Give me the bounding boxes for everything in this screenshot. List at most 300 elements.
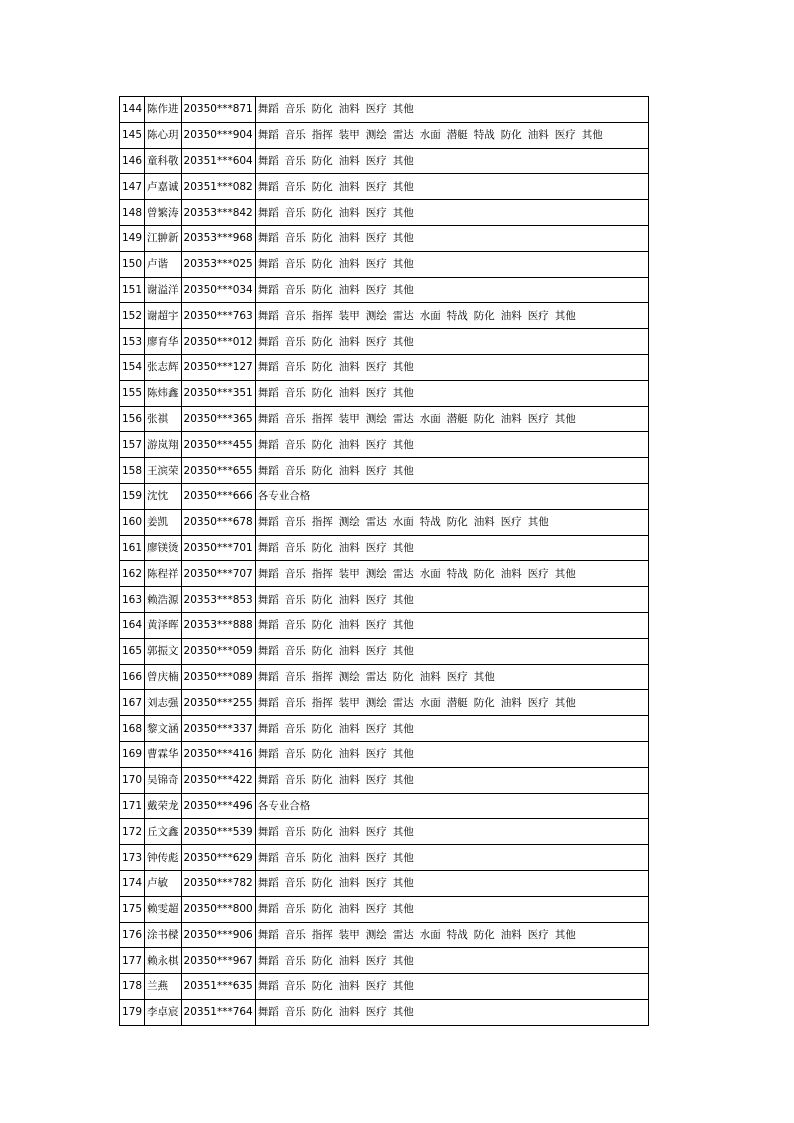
major-label: 雷达: [365, 516, 387, 529]
major-label: 特战: [446, 928, 468, 941]
row-number-cell: 165: [120, 638, 145, 664]
qualified-majors-cell: [255, 974, 648, 1000]
major-label: 油料: [527, 129, 549, 142]
major-label: 医疗: [527, 309, 549, 322]
major-label: 测绘: [338, 516, 360, 529]
row-number-cell: 169: [120, 741, 145, 767]
major-label: 音乐: [284, 361, 306, 374]
major-label: 油料: [338, 206, 360, 219]
major-label: 防化: [311, 851, 333, 864]
major-label: 舞蹈: [257, 309, 279, 322]
name-cell: 张祺: [145, 406, 182, 432]
major-label: 指挥: [311, 670, 333, 683]
major-label: 舞蹈: [257, 335, 279, 348]
name-cell: 赖永棋: [145, 948, 182, 974]
row-number-cell: 152: [120, 303, 145, 329]
table-row: [120, 380, 649, 406]
major-label: 指挥: [311, 696, 333, 709]
major-label: 油料: [338, 593, 360, 606]
qualified-majors-cell: [255, 406, 648, 432]
major-label: 油料: [338, 438, 360, 451]
major-label: 医疗: [365, 619, 387, 632]
qualified-majors-cell: [255, 200, 648, 226]
major-label: 油料: [338, 361, 360, 374]
table-row: [120, 561, 649, 587]
major-label: 音乐: [284, 928, 306, 941]
name-cell: 兰燕: [145, 974, 182, 1000]
major-label: 防化: [446, 516, 468, 529]
name-cell: 卢敏: [145, 870, 182, 896]
major-label: 医疗: [365, 283, 387, 296]
qualified-majors-cell: [255, 509, 648, 535]
major-label: 油料: [338, 180, 360, 193]
major-label: 防化: [473, 412, 495, 425]
id-number-cell: 20350***678: [181, 509, 255, 535]
table-row: [120, 870, 649, 896]
major-label: 舞蹈: [257, 464, 279, 477]
major-label: 测绘: [365, 928, 387, 941]
major-label: 测绘: [365, 696, 387, 709]
row-number-cell: 178: [120, 974, 145, 1000]
major-label: 舞蹈: [257, 593, 279, 606]
id-number-cell: 20351***635: [181, 974, 255, 1000]
table-row: [120, 432, 649, 458]
major-label: 音乐: [284, 980, 306, 993]
id-number-cell: 20350***655: [181, 458, 255, 484]
major-label: 油料: [338, 903, 360, 916]
major-label: 其他: [392, 748, 414, 761]
major-label: 防化: [311, 954, 333, 967]
major-label: 油料: [500, 567, 522, 580]
major-label: 测绘: [365, 412, 387, 425]
name-cell: 曾庆楠: [145, 664, 182, 690]
major-label: 其他: [392, 154, 414, 167]
major-label: 舞蹈: [257, 103, 279, 116]
major-label: 舞蹈: [257, 980, 279, 993]
table-row: [120, 974, 649, 1000]
major-label: 指挥: [311, 928, 333, 941]
major-label: 音乐: [284, 412, 306, 425]
table-row: [120, 174, 649, 200]
row-number-cell: 171: [120, 793, 145, 819]
id-number-cell: 20353***888: [181, 612, 255, 638]
table-row: [120, 97, 649, 123]
major-label: 其他: [392, 541, 414, 554]
major-label: 防化: [473, 696, 495, 709]
major-label: 各专业合格: [257, 490, 311, 503]
major-label: 装甲: [338, 309, 360, 322]
row-number-cell: 177: [120, 948, 145, 974]
major-label: 舞蹈: [257, 412, 279, 425]
major-label: 防化: [311, 722, 333, 735]
table-row: [120, 303, 649, 329]
major-label: 音乐: [284, 283, 306, 296]
table-row: [120, 845, 649, 871]
major-label: 防化: [311, 877, 333, 890]
major-label: 其他: [392, 593, 414, 606]
table-row: [120, 999, 649, 1025]
major-label: 油料: [500, 412, 522, 425]
major-label: 其他: [392, 851, 414, 864]
major-label: 舞蹈: [257, 516, 279, 529]
name-cell: 陈心玥: [145, 122, 182, 148]
major-label: 油料: [338, 774, 360, 787]
major-label: 油料: [338, 335, 360, 348]
major-label: 音乐: [284, 516, 306, 529]
major-label: 防化: [311, 825, 333, 838]
major-label: 舞蹈: [257, 825, 279, 838]
row-number-cell: 170: [120, 767, 145, 793]
major-label: 医疗: [446, 670, 468, 683]
major-label: 其他: [392, 206, 414, 219]
major-label: 舞蹈: [257, 645, 279, 658]
major-label: 测绘: [365, 129, 387, 142]
row-number-cell: 158: [120, 458, 145, 484]
major-label: 舞蹈: [257, 387, 279, 400]
name-cell: 涂书樑: [145, 922, 182, 948]
qualified-majors-cell: [255, 380, 648, 406]
qualified-majors-cell: [255, 174, 648, 200]
row-number-cell: 176: [120, 922, 145, 948]
major-label: 油料: [338, 232, 360, 245]
major-label: 特战: [446, 309, 468, 322]
name-cell: 黄泽晖: [145, 612, 182, 638]
row-number-cell: 157: [120, 432, 145, 458]
major-label: 音乐: [284, 748, 306, 761]
id-number-cell: 20350***539: [181, 819, 255, 845]
major-label: 其他: [392, 258, 414, 271]
id-number-cell: 20353***842: [181, 200, 255, 226]
id-number-cell: 20350***629: [181, 845, 255, 871]
major-label: 音乐: [284, 103, 306, 116]
row-number-cell: 147: [120, 174, 145, 200]
major-label: 音乐: [284, 670, 306, 683]
major-label: 防化: [473, 928, 495, 941]
id-number-cell: 20350***904: [181, 122, 255, 148]
table-row: [120, 638, 649, 664]
major-label: 指挥: [311, 412, 333, 425]
major-label: 舞蹈: [257, 670, 279, 683]
major-label: 医疗: [365, 438, 387, 451]
major-label: 音乐: [284, 645, 306, 658]
table-row: [120, 458, 649, 484]
name-cell: 沈忱: [145, 483, 182, 509]
table-row: [120, 122, 649, 148]
table-row: [120, 793, 649, 819]
major-label: 油料: [338, 464, 360, 477]
row-number-cell: 153: [120, 329, 145, 355]
major-label: 其他: [392, 774, 414, 787]
id-number-cell: 20350***707: [181, 561, 255, 587]
major-label: 医疗: [527, 696, 549, 709]
major-label: 医疗: [365, 180, 387, 193]
major-label: 舞蹈: [257, 722, 279, 735]
major-label: 油料: [338, 387, 360, 400]
name-cell: 钟传彪: [145, 845, 182, 871]
qualified-majors-cell: [255, 587, 648, 613]
major-label: 医疗: [365, 103, 387, 116]
major-label: 指挥: [311, 129, 333, 142]
major-label: 防化: [311, 154, 333, 167]
qualified-majors-cell: [255, 870, 648, 896]
qualified-majors-cell: [255, 716, 648, 742]
name-cell: 谢溢洋: [145, 277, 182, 303]
major-label: 医疗: [365, 206, 387, 219]
major-label: 音乐: [284, 258, 306, 271]
major-label: 音乐: [284, 232, 306, 245]
major-label: 特战: [446, 567, 468, 580]
major-label: 医疗: [365, 464, 387, 477]
name-cell: 卢嘉诚: [145, 174, 182, 200]
row-number-cell: 166: [120, 664, 145, 690]
major-label: 油料: [338, 851, 360, 864]
row-number-cell: 146: [120, 148, 145, 174]
major-label: 防化: [311, 387, 333, 400]
id-number-cell: 20351***764: [181, 999, 255, 1025]
major-label: 潜艇: [446, 412, 468, 425]
major-label: 其他: [392, 438, 414, 451]
major-label: 防化: [311, 103, 333, 116]
name-cell: 游岚翔: [145, 432, 182, 458]
major-label: 医疗: [365, 335, 387, 348]
qualified-majors-cell: [255, 354, 648, 380]
major-label: 油料: [338, 748, 360, 761]
major-label: 其他: [554, 928, 576, 941]
major-label: 医疗: [365, 748, 387, 761]
id-number-cell: 20350***337: [181, 716, 255, 742]
major-label: 水面: [392, 516, 414, 529]
major-label: 防化: [311, 619, 333, 632]
major-label: 音乐: [284, 180, 306, 193]
table-row: [120, 251, 649, 277]
major-label: 舞蹈: [257, 258, 279, 271]
id-number-cell: 20350***701: [181, 535, 255, 561]
results-table: [119, 96, 649, 1026]
row-number-cell: 159: [120, 483, 145, 509]
results-table-body: [120, 97, 649, 1026]
major-label: 油料: [338, 980, 360, 993]
id-number-cell: 20350***127: [181, 354, 255, 380]
name-cell: 郭振文: [145, 638, 182, 664]
qualified-majors-cell: [255, 458, 648, 484]
table-row: [120, 664, 649, 690]
table-row: [120, 200, 649, 226]
qualified-majors-cell: [255, 251, 648, 277]
table-row: [120, 690, 649, 716]
major-label: 油料: [500, 309, 522, 322]
major-label: 音乐: [284, 1006, 306, 1019]
major-label: 水面: [419, 309, 441, 322]
name-cell: 陈炜鑫: [145, 380, 182, 406]
name-cell: 廖育华: [145, 329, 182, 355]
major-label: 水面: [419, 928, 441, 941]
name-cell: 赖浩源: [145, 587, 182, 613]
major-label: 其他: [527, 516, 549, 529]
major-label: 防化: [311, 232, 333, 245]
major-label: 舞蹈: [257, 129, 279, 142]
name-cell: 李卓宸: [145, 999, 182, 1025]
major-label: 音乐: [284, 619, 306, 632]
major-label: 防化: [311, 645, 333, 658]
qualified-majors-cell: [255, 277, 648, 303]
major-label: 雷达: [392, 567, 414, 580]
major-label: 潜艇: [446, 129, 468, 142]
major-label: 舞蹈: [257, 180, 279, 193]
major-label: 油料: [338, 154, 360, 167]
major-label: 音乐: [284, 387, 306, 400]
major-label: 其他: [554, 567, 576, 580]
major-label: 舞蹈: [257, 1006, 279, 1019]
name-cell: 陈作进: [145, 97, 182, 123]
id-number-cell: 20350***782: [181, 870, 255, 896]
row-number-cell: 163: [120, 587, 145, 613]
major-label: 舞蹈: [257, 748, 279, 761]
qualified-majors-cell: [255, 767, 648, 793]
major-label: 油料: [338, 877, 360, 890]
major-label: 舞蹈: [257, 567, 279, 580]
major-label: 防化: [311, 774, 333, 787]
major-label: 其他: [392, 825, 414, 838]
row-number-cell: 148: [120, 200, 145, 226]
qualified-majors-cell: [255, 819, 648, 845]
qualified-majors-cell: [255, 483, 648, 509]
major-label: 医疗: [365, 154, 387, 167]
major-label: 音乐: [284, 335, 306, 348]
id-number-cell: 20350***059: [181, 638, 255, 664]
qualified-majors-cell: [255, 329, 648, 355]
major-label: 油料: [338, 541, 360, 554]
id-number-cell: 20351***604: [181, 148, 255, 174]
table-row: [120, 406, 649, 432]
major-label: 测绘: [365, 567, 387, 580]
row-number-cell: 149: [120, 225, 145, 251]
major-label: 防化: [473, 309, 495, 322]
qualified-majors-cell: [255, 535, 648, 561]
major-label: 医疗: [365, 980, 387, 993]
major-label: 舞蹈: [257, 541, 279, 554]
major-label: 油料: [500, 928, 522, 941]
row-number-cell: 156: [120, 406, 145, 432]
row-number-cell: 161: [120, 535, 145, 561]
id-number-cell: 20350***255: [181, 690, 255, 716]
name-cell: 戴荣龙: [145, 793, 182, 819]
name-cell: 丘文鑫: [145, 819, 182, 845]
table-row: [120, 922, 649, 948]
row-number-cell: 164: [120, 612, 145, 638]
major-label: 指挥: [311, 516, 333, 529]
major-label: 音乐: [284, 541, 306, 554]
major-label: 其他: [392, 619, 414, 632]
major-label: 音乐: [284, 696, 306, 709]
id-number-cell: 20350***666: [181, 483, 255, 509]
major-label: 测绘: [338, 670, 360, 683]
id-number-cell: 20350***496: [181, 793, 255, 819]
major-label: 舞蹈: [257, 696, 279, 709]
major-label: 其他: [392, 387, 414, 400]
major-label: 舞蹈: [257, 283, 279, 296]
qualified-majors-cell: [255, 664, 648, 690]
major-label: 其他: [392, 361, 414, 374]
major-label: 舞蹈: [257, 206, 279, 219]
major-label: 舞蹈: [257, 232, 279, 245]
name-cell: 廖镁烫: [145, 535, 182, 561]
major-label: 油料: [338, 258, 360, 271]
row-number-cell: 174: [120, 870, 145, 896]
major-label: 防化: [311, 180, 333, 193]
major-label: 其他: [581, 129, 603, 142]
major-label: 其他: [392, 980, 414, 993]
name-cell: 黎文涵: [145, 716, 182, 742]
major-label: 音乐: [284, 877, 306, 890]
major-label: 防化: [311, 438, 333, 451]
major-label: 舞蹈: [257, 774, 279, 787]
id-number-cell: 20350***089: [181, 664, 255, 690]
table-row: [120, 948, 649, 974]
row-number-cell: 160: [120, 509, 145, 535]
major-label: 防化: [311, 593, 333, 606]
row-number-cell: 179: [120, 999, 145, 1025]
major-label: 医疗: [365, 387, 387, 400]
major-label: 油料: [338, 954, 360, 967]
qualified-majors-cell: [255, 999, 648, 1025]
major-label: 装甲: [338, 129, 360, 142]
major-label: 音乐: [284, 206, 306, 219]
major-label: 音乐: [284, 567, 306, 580]
id-number-cell: 20350***365: [181, 406, 255, 432]
major-label: 其他: [554, 696, 576, 709]
major-label: 装甲: [338, 696, 360, 709]
major-label: 音乐: [284, 954, 306, 967]
table-row: [120, 329, 649, 355]
table-row: [120, 741, 649, 767]
major-label: 舞蹈: [257, 851, 279, 864]
major-label: 音乐: [284, 825, 306, 838]
major-label: 音乐: [284, 903, 306, 916]
major-label: 其他: [392, 464, 414, 477]
major-label: 音乐: [284, 722, 306, 735]
major-label: 舞蹈: [257, 954, 279, 967]
major-label: 音乐: [284, 129, 306, 142]
major-label: 其他: [554, 309, 576, 322]
major-label: 医疗: [365, 361, 387, 374]
major-label: 防化: [311, 748, 333, 761]
row-number-cell: 173: [120, 845, 145, 871]
major-label: 其他: [392, 232, 414, 245]
major-label: 雷达: [392, 928, 414, 941]
row-number-cell: 162: [120, 561, 145, 587]
major-label: 医疗: [365, 722, 387, 735]
major-label: 音乐: [284, 309, 306, 322]
major-label: 其他: [392, 903, 414, 916]
major-label: 医疗: [527, 412, 549, 425]
major-label: 医疗: [365, 645, 387, 658]
qualified-majors-cell: [255, 793, 648, 819]
major-label: 防化: [311, 206, 333, 219]
name-cell: 吴锦奇: [145, 767, 182, 793]
table-row: [120, 277, 649, 303]
name-cell: 赖雯超: [145, 896, 182, 922]
major-label: 雷达: [392, 309, 414, 322]
major-label: 音乐: [284, 774, 306, 787]
major-label: 各专业合格: [257, 799, 311, 812]
major-label: 音乐: [284, 154, 306, 167]
name-cell: 江翀新: [145, 225, 182, 251]
major-label: 舞蹈: [257, 877, 279, 890]
major-label: 雷达: [392, 696, 414, 709]
qualified-majors-cell: [255, 97, 648, 123]
name-cell: 曹霖华: [145, 741, 182, 767]
major-label: 防化: [311, 361, 333, 374]
